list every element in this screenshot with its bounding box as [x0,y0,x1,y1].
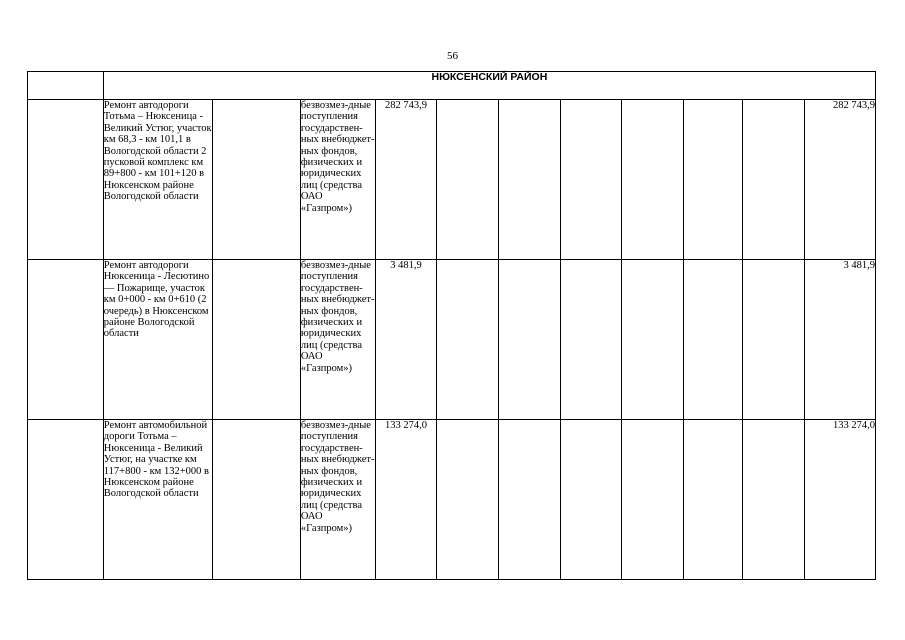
empty-cell [212,420,300,580]
empty-cell [743,260,805,420]
table-row [28,420,876,580]
total-amount: 133 274,0 [805,420,876,580]
page-number: 56 [447,50,458,62]
empty-cell [743,100,805,260]
empty-cell [437,260,499,420]
district-header-row [28,72,876,100]
district-empty-cell [28,72,104,100]
empty-cell [498,100,560,260]
empty-cell [743,420,805,580]
empty-cell [622,420,684,580]
empty-cell [212,260,300,420]
empty-cell [560,420,622,580]
district-title: НЮКСЕНСКИЙ РАЙОН [103,72,875,100]
amount: 133 274,0 [375,420,437,580]
empty-cell [437,420,499,580]
funding-source: безвозмез-дные поступления государствен-ных внебюджет-ных фондов, физических и юридических лиц (средства ОАО «Газпром») [300,260,375,420]
amount: 3 481,9 [375,260,437,420]
table-row [28,100,876,260]
amount: 282 743,9 [375,100,437,260]
empty-cell [28,260,104,420]
table-row [28,260,876,420]
empty-cell [622,260,684,420]
empty-cell [28,100,104,260]
object-name: Ремонт автодороги Тотьма – Нюксеница - Великий Устюг, участок км 68,3 - км 101,1 в Вологодской области 2 пусковой комплекс км 89+800 - км 101+120 в Нюксенском районе Вологодской области [103,100,212,260]
total-amount: 3 481,9 [805,260,876,420]
empty-cell [683,420,743,580]
empty-cell [212,100,300,260]
empty-cell [560,100,622,260]
empty-cell [683,100,743,260]
empty-cell [498,260,560,420]
object-name: Ремонт автодороги Нюксеница - Лесютино — Пожарище, участок км 0+000 - км 0+610 (2 очередь) в Нюксенском районе Вологодской области [103,260,212,420]
total-amount: 282 743,9 [805,100,876,260]
empty-cell [622,100,684,260]
budget-table [27,71,876,580]
empty-cell [683,260,743,420]
empty-cell [498,420,560,580]
object-name: Ремонт автомобильной дороги Тотьма – Нюксеница - Великий Устюг, на участке км 117+800 - км 132+000 в Нюксенском районе Вологодской области [103,420,212,580]
funding-source: безвозмез-дные поступления государствен-ных внебюджет-ных фондов, физических и юридических лиц (средства ОАО «Газпром») [300,100,375,260]
funding-source: безвозмез-дные поступления государствен-ных внебюджет-ных фондов, физических и юридических лиц (средства ОАО «Газпром») [300,420,375,580]
empty-cell [560,260,622,420]
empty-cell [28,420,104,580]
empty-cell [437,100,499,260]
